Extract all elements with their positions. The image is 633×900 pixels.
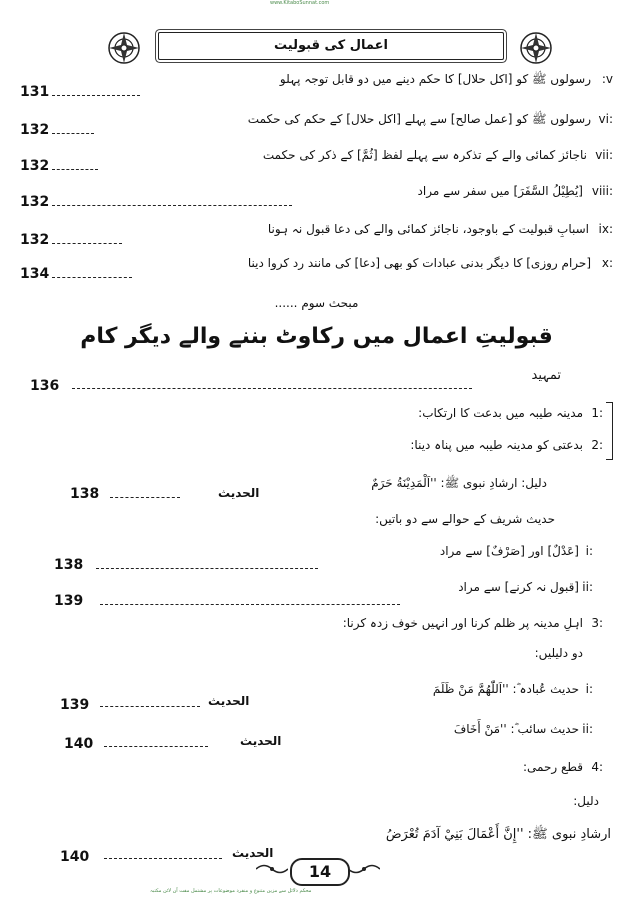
hadith-label: الحدیث: [208, 694, 250, 708]
bracket: [606, 402, 613, 460]
item-text: حدیث سائب ؓ: ''مَنْ أَخَافَ: [453, 722, 579, 736]
item-text: حدیث عُبادہ ؓ: ''اَللّٰهُمَّ مَنْ ظَلَمَ: [432, 682, 579, 696]
item-marker: 3:: [591, 616, 603, 630]
leader-dots: [52, 133, 94, 134]
toc-marker: ix:: [598, 222, 613, 236]
item-marker: 4:: [591, 760, 603, 774]
item-text: اہلِ مدینہ پر ظلم کرنا اور انہیں خوف زدہ کرنا:: [342, 616, 583, 630]
hadith-label: الحدیث: [232, 846, 274, 860]
leader-dots: [72, 388, 472, 389]
header: [96, 28, 564, 64]
toc-text: [حرام روزی] کا دیگر بدنی عبادات کو بھی [دعا] کی مانند رد کروا دینا: [247, 256, 591, 270]
page-title: اعمال کی قبولیت: [274, 38, 388, 53]
toc-text: ناجائز کمائی والے کے تذکرہ سے پہلے لفظ [ثُمَّ] کے ذکر کی حکمت: [262, 148, 587, 162]
daleel-label: دلیل:: [573, 794, 599, 808]
item-marker: i:: [585, 682, 593, 696]
leader-dots: [52, 95, 140, 96]
ornament-left-icon: [256, 862, 288, 876]
item-text: مدینہ طیبہ میں بدعت کا ارتکاب:: [418, 406, 583, 420]
hadith-label: الحدیث: [218, 486, 260, 500]
hadith-label: الحدیث: [240, 734, 282, 748]
page-ref: 132: [20, 122, 50, 138]
item-marker: 1:: [591, 406, 603, 420]
page-number: 14: [290, 858, 350, 886]
header-title-box: [158, 32, 504, 60]
page-ref: 138: [70, 486, 100, 502]
ornament-left-icon: [104, 28, 144, 68]
toc-text: رسولوں ﷺ کو [اکل حلال] کا حکم دینے میں دو قابل توجہ پہلو: [279, 72, 591, 86]
two-daleel-label: دو دلیلیں:: [534, 646, 583, 660]
toc-text: [یُطِیْلُ السَّفَرَ] میں سفر سے مراد: [417, 184, 583, 198]
item-text: [قبول نہ کرنے] سے مراد: [458, 580, 579, 594]
leader-dots: [52, 169, 98, 170]
leader-dots: [96, 568, 318, 569]
toc-marker: vii:: [595, 148, 613, 162]
leader-dots: [52, 205, 292, 206]
item-text: [عَدْلٌ] اور [صَرْفٌ] سے مراد: [439, 544, 579, 558]
item-marker: ii:: [582, 722, 593, 736]
leader-dots: [52, 243, 122, 244]
item-text: قطع رحمی:: [523, 760, 583, 774]
page-ref: 131: [20, 84, 50, 100]
item-marker: i:: [585, 544, 593, 558]
toc-marker: vi:: [598, 112, 613, 126]
page-ref: 140: [64, 736, 94, 752]
leader-dots: [52, 277, 132, 278]
leader-dots: [104, 858, 222, 859]
leader-dots: [110, 497, 180, 498]
leader-dots: [100, 706, 200, 707]
page-ref: 139: [60, 697, 90, 713]
toc-text: رسولوں ﷺ کو [عمل صالح] سے پہلے [اکل حلال] کے حکم کی حکمت: [247, 112, 591, 126]
tamheed-label: تمہید: [531, 368, 561, 383]
page-ref: 132: [20, 232, 50, 248]
toc-marker: viii:: [591, 184, 613, 198]
daleel-text: دلیل: ارشادِ نبوی ﷺ: ''اَلْمَدِيْنَةُ حَرَمٌ: [371, 476, 547, 490]
ornament-right-icon: [516, 28, 556, 68]
toc-text: اسبابِ قبولیت کے باوجود، ناجائز کمائی والے کی دعا قبول نہ ہونا: [267, 222, 589, 236]
leader-dots: [104, 746, 208, 747]
toc-marker: v:: [601, 72, 613, 86]
page-ref: 134: [20, 266, 50, 282]
page-ref: 132: [20, 158, 50, 174]
item-text: بدعتی کو مدینہ طیبہ میں پناہ دینا:: [410, 438, 583, 452]
page-ref: 140: [60, 849, 90, 865]
item-marker: 2:: [591, 438, 603, 452]
page-ref: 139: [54, 593, 84, 609]
footer-note: محکم دلائل سے مزین متنوع و منفرد موضوعات پر مشتمل مفت آن لائن مکتبہ: [150, 888, 312, 894]
section-label: مبحث سوم ......: [274, 296, 359, 310]
website-watermark: www.KitaboSunnat.com: [270, 0, 330, 6]
section-title: قبولیتِ اعمال میں رکاوٹ بننے والے دیگر کام: [80, 324, 553, 349]
page-ref: 136: [30, 378, 60, 394]
toc-marker: x:: [601, 256, 613, 270]
item-marker: ii:: [582, 580, 593, 594]
hadith-sharif-note: حدیث شریف کے حوالے سے دو باتیں:: [375, 512, 555, 526]
page-ref: 132: [20, 194, 50, 210]
ornament-right-icon: [348, 862, 380, 876]
page-ref: 138: [54, 557, 84, 573]
leader-dots: [100, 604, 400, 605]
final-hadith-text: ارشادِ نبوی ﷺ: ''إِنَّ أَعْمَالَ بَنِيْ آدَمَ تُعْرَضُ: [385, 827, 611, 842]
